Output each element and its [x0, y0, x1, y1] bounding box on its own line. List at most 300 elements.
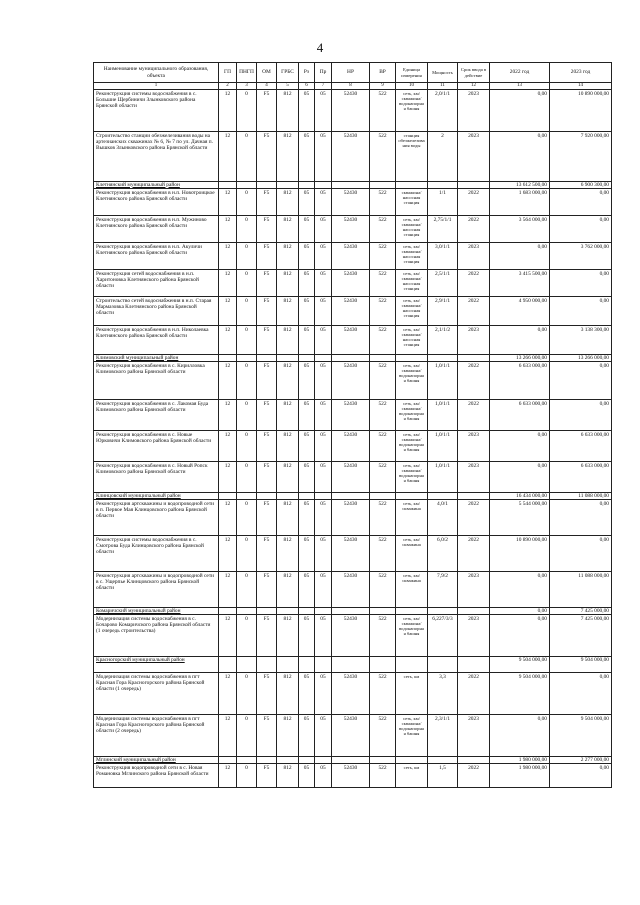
- cell-power: 3,0/1/1: [428, 242, 458, 269]
- cell-om: F5: [257, 672, 277, 714]
- cell-grbs: 812: [277, 399, 299, 430]
- district-name: Мглинский муниципальный район: [94, 756, 219, 763]
- cell-y2022: 0,00: [490, 430, 550, 461]
- cell-nr: 52430: [332, 763, 370, 787]
- cell-year: 2022: [458, 399, 490, 430]
- header-cell: Единица измерения: [396, 63, 428, 83]
- cell-power: 2,9/1/1: [428, 296, 458, 325]
- table-row: [94, 131, 612, 181]
- empty-cell: [396, 756, 428, 763]
- cell-pngp: 0: [237, 499, 257, 535]
- cell-name: Реконструкция водопроводной сети в с. Новая Романовка Мглинского района Брянской области: [94, 763, 219, 787]
- cell-gp: 12: [219, 89, 237, 131]
- cell-pr: 05: [315, 714, 332, 756]
- cell-vr: 522: [370, 763, 396, 787]
- column-number: 6: [299, 83, 315, 90]
- cell-y2022: 0,00: [490, 461, 550, 492]
- district-name: Клинцовский муниципальный район: [94, 492, 219, 499]
- cell-grbs: 812: [277, 499, 299, 535]
- column-number: 5: [277, 83, 299, 90]
- district-total-y2022: 0,00: [490, 607, 550, 614]
- cell-pr: 05: [315, 188, 332, 215]
- cell-y2023: 11 088 000,00: [550, 571, 612, 607]
- district-row: [94, 607, 612, 614]
- empty-cell: [458, 492, 490, 499]
- empty-cell: [219, 492, 237, 499]
- cell-rz: 05: [299, 242, 315, 269]
- cell-rz: 05: [299, 361, 315, 399]
- cell-power: 2: [428, 131, 458, 181]
- district-name: Комаричский муниципальный район: [94, 607, 219, 614]
- cell-y2023: 9 504 000,00: [550, 714, 612, 756]
- cell-rz: 05: [299, 499, 315, 535]
- cell-om: F5: [257, 89, 277, 131]
- empty-cell: [219, 354, 237, 361]
- cell-y2022: 4 950 000,00: [490, 296, 550, 325]
- cell-year: 2022: [458, 215, 490, 242]
- cell-om: F5: [257, 188, 277, 215]
- cell-y2022: 5 544 000,00: [490, 499, 550, 535]
- district-row: [94, 756, 612, 763]
- cell-grbs: 812: [277, 361, 299, 399]
- cell-rz: 05: [299, 714, 315, 756]
- cell-om: F5: [257, 763, 277, 787]
- cell-om: F5: [257, 325, 277, 354]
- cell-nr: 52430: [332, 430, 370, 461]
- cell-power: 7,9/2: [428, 571, 458, 607]
- cell-grbs: 812: [277, 131, 299, 181]
- cell-power: 2,3/1/1: [428, 714, 458, 756]
- cell-gp: 12: [219, 535, 237, 571]
- cell-grbs: 812: [277, 461, 299, 492]
- cell-pngp: 0: [237, 571, 257, 607]
- cell-nr: 52430: [332, 614, 370, 656]
- empty-cell: [396, 181, 428, 188]
- cell-gp: 12: [219, 296, 237, 325]
- cell-pngp: 0: [237, 361, 257, 399]
- cell-pngp: 0: [237, 461, 257, 492]
- cell-om: F5: [257, 296, 277, 325]
- cell-vr: 522: [370, 535, 396, 571]
- header-cell: ВР: [370, 63, 396, 83]
- cell-unit: сеть, км/скважина/водонапорная башня: [396, 361, 428, 399]
- table-row: [94, 499, 612, 535]
- empty-cell: [277, 492, 299, 499]
- cell-gp: 12: [219, 399, 237, 430]
- cell-gp: 12: [219, 361, 237, 399]
- empty-cell: [332, 181, 370, 188]
- empty-cell: [332, 756, 370, 763]
- empty-cell: [428, 656, 458, 672]
- cell-grbs: 812: [277, 430, 299, 461]
- empty-cell: [237, 492, 257, 499]
- cell-y2022: 0,00: [490, 89, 550, 131]
- empty-cell: [315, 607, 332, 614]
- cell-gp: 12: [219, 430, 237, 461]
- empty-cell: [428, 181, 458, 188]
- cell-year: 2022: [458, 499, 490, 535]
- cell-pngp: 0: [237, 296, 257, 325]
- cell-y2023: 0,00: [550, 188, 612, 215]
- cell-nr: 52430: [332, 714, 370, 756]
- empty-cell: [237, 607, 257, 614]
- cell-vr: 522: [370, 131, 396, 181]
- cell-vr: 522: [370, 325, 396, 354]
- column-number: 14: [550, 83, 612, 90]
- cell-power: 3,3: [428, 672, 458, 714]
- cell-year: 2022: [458, 763, 490, 787]
- cell-gp: 12: [219, 269, 237, 296]
- empty-cell: [237, 354, 257, 361]
- cell-y2023: 0,00: [550, 499, 612, 535]
- cell-nr: 52430: [332, 89, 370, 131]
- header-row: [94, 63, 612, 83]
- empty-cell: [237, 181, 257, 188]
- cell-power: 6,227/3/3: [428, 614, 458, 656]
- header-cell: Пр: [315, 63, 332, 83]
- column-number: 1: [94, 83, 219, 90]
- empty-cell: [332, 354, 370, 361]
- cell-pr: 05: [315, 672, 332, 714]
- empty-cell: [458, 656, 490, 672]
- cell-y2022: 1 980 000,00: [490, 763, 550, 787]
- cell-y2023: 0,00: [550, 215, 612, 242]
- empty-cell: [396, 492, 428, 499]
- cell-rz: 05: [299, 89, 315, 131]
- column-number: 8: [332, 83, 370, 90]
- district-total-y2023: 13 266 000,00: [550, 354, 612, 361]
- cell-power: 1,0/1/1: [428, 361, 458, 399]
- cell-pr: 05: [315, 296, 332, 325]
- cell-grbs: 812: [277, 188, 299, 215]
- column-number: 3: [237, 83, 257, 90]
- cell-name: Строительство сетей водоснабжения в н.п. Старая Мармазовка Клетнянского района Брянской области: [94, 296, 219, 325]
- cell-year: 2023: [458, 131, 490, 181]
- table-row: [94, 571, 612, 607]
- cell-y2022: 6 633 000,00: [490, 361, 550, 399]
- cell-pngp: 0: [237, 215, 257, 242]
- empty-cell: [396, 354, 428, 361]
- cell-grbs: 812: [277, 571, 299, 607]
- column-number: 10: [396, 83, 428, 90]
- cell-power: 2,1/1/2: [428, 325, 458, 354]
- district-total-y2023: 9 504 000,00: [550, 656, 612, 672]
- empty-cell: [458, 354, 490, 361]
- district-total-y2023: 6 900 300,00: [550, 181, 612, 188]
- table-row: [94, 714, 612, 756]
- table-row: [94, 763, 612, 787]
- cell-name: Реконструкция артскважины и водопроводной сети в п. Первое Мая Клинцовского района Брянской области: [94, 499, 219, 535]
- column-number: 12: [458, 83, 490, 90]
- cell-pr: 05: [315, 461, 332, 492]
- cell-year: 2023: [458, 89, 490, 131]
- cell-unit: сеть, км/скважина: [396, 499, 428, 535]
- cell-vr: 522: [370, 672, 396, 714]
- cell-nr: 52430: [332, 188, 370, 215]
- cell-vr: 522: [370, 361, 396, 399]
- empty-cell: [277, 607, 299, 614]
- empty-cell: [219, 181, 237, 188]
- header-cell: ОМ: [257, 63, 277, 83]
- empty-cell: [277, 181, 299, 188]
- cell-power: 1,5: [428, 763, 458, 787]
- district-row: [94, 181, 612, 188]
- cell-gp: 12: [219, 763, 237, 787]
- cell-om: F5: [257, 461, 277, 492]
- empty-cell: [315, 492, 332, 499]
- cell-y2022: 0,00: [490, 242, 550, 269]
- cell-om: F5: [257, 242, 277, 269]
- cell-name: Модернизация системы водоснабжения в с. Бочарово Комаричского района Брянской области (1 очередь строительства): [94, 614, 219, 656]
- cell-name: Реконструкция водоснабжения в н.п. Мужиново Клетнянского района Брянской области: [94, 215, 219, 242]
- page-number: 4: [316, 40, 324, 55]
- district-name: Климовский муниципальный район: [94, 354, 219, 361]
- cell-y2023: 7 425 000,00: [550, 614, 612, 656]
- cell-om: F5: [257, 430, 277, 461]
- cell-unit: сеть, км/скважина/водонапорная башня: [396, 399, 428, 430]
- empty-cell: [370, 181, 396, 188]
- header-cell: ГРБС: [277, 63, 299, 83]
- district-name: Красногорский муниципальный район: [94, 656, 219, 672]
- empty-cell: [299, 607, 315, 614]
- cell-gp: 12: [219, 215, 237, 242]
- cell-om: F5: [257, 571, 277, 607]
- cell-power: 1,0/1/1: [428, 430, 458, 461]
- empty-cell: [299, 756, 315, 763]
- table-row: [94, 325, 612, 354]
- cell-power: 1/1: [428, 188, 458, 215]
- table-row: [94, 672, 612, 714]
- empty-cell: [299, 354, 315, 361]
- cell-y2022: 1 683 000,00: [490, 188, 550, 215]
- table-row: [94, 361, 612, 399]
- cell-pr: 05: [315, 614, 332, 656]
- cell-pr: 05: [315, 325, 332, 354]
- cell-nr: 52430: [332, 131, 370, 181]
- cell-unit: сеть, км: [396, 672, 428, 714]
- cell-grbs: 812: [277, 89, 299, 131]
- cell-om: F5: [257, 215, 277, 242]
- cell-year: 2023: [458, 614, 490, 656]
- cell-nr: 52430: [332, 242, 370, 269]
- district-total-y2023: 2 277 000,00: [550, 756, 612, 763]
- cell-pngp: 0: [237, 242, 257, 269]
- empty-cell: [299, 492, 315, 499]
- cell-pr: 05: [315, 215, 332, 242]
- cell-y2023: 0,00: [550, 296, 612, 325]
- cell-grbs: 812: [277, 714, 299, 756]
- cell-pngp: 0: [237, 131, 257, 181]
- cell-nr: 52430: [332, 672, 370, 714]
- cell-rz: 05: [299, 763, 315, 787]
- empty-cell: [237, 656, 257, 672]
- table-row: [94, 188, 612, 215]
- cell-pngp: 0: [237, 325, 257, 354]
- cell-gp: 12: [219, 461, 237, 492]
- cell-grbs: 812: [277, 215, 299, 242]
- cell-unit: сеть, км/скважина/насосная станция: [396, 242, 428, 269]
- cell-vr: 522: [370, 430, 396, 461]
- cell-y2022: 0,00: [490, 571, 550, 607]
- cell-rz: 05: [299, 571, 315, 607]
- cell-vr: 522: [370, 614, 396, 656]
- cell-unit: сеть, км/скважина/водонапорная башня: [396, 89, 428, 131]
- cell-year: 2023: [458, 242, 490, 269]
- cell-vr: 522: [370, 499, 396, 535]
- column-number-row: [94, 83, 612, 90]
- cell-y2022: 0,00: [490, 714, 550, 756]
- empty-cell: [370, 756, 396, 763]
- cell-rz: 05: [299, 399, 315, 430]
- empty-cell: [257, 607, 277, 614]
- cell-year: 2023: [458, 325, 490, 354]
- cell-vr: 522: [370, 242, 396, 269]
- cell-unit: сеть, км/скважина/насосная станция: [396, 296, 428, 325]
- column-number: 13: [490, 83, 550, 90]
- empty-cell: [299, 656, 315, 672]
- cell-nr: 52430: [332, 499, 370, 535]
- cell-name: Строительство станции обезжелезивания воды на артезианских скважинах № 6, № 7 по ул. Дачная п. Вышков Злынковского района Брянской области: [94, 131, 219, 181]
- district-total-y2022: 9 504 000,00: [490, 656, 550, 672]
- cell-name: Реконструкция водоснабжения в с. Лакомая Буда Климовского района Брянской области: [94, 399, 219, 430]
- cell-pngp: 0: [237, 535, 257, 571]
- cell-nr: 52430: [332, 571, 370, 607]
- cell-y2023: 7 920 000,00: [550, 131, 612, 181]
- table-row: [94, 614, 612, 656]
- cell-nr: 52430: [332, 399, 370, 430]
- column-number: 11: [428, 83, 458, 90]
- cell-gp: 12: [219, 131, 237, 181]
- cell-y2023: 0,00: [550, 361, 612, 399]
- header-cell: НР: [332, 63, 370, 83]
- column-number: 2: [219, 83, 237, 90]
- cell-rz: 05: [299, 614, 315, 656]
- cell-vr: 522: [370, 89, 396, 131]
- cell-unit: сеть, км/скважина/водонапорная башня: [396, 461, 428, 492]
- cell-name: Реконструкция артскважины и водопроводной сети в с. Ущерпье Клинцовского района Брянской области: [94, 571, 219, 607]
- cell-grbs: 812: [277, 296, 299, 325]
- cell-y2023: 6 633 000,00: [550, 461, 612, 492]
- cell-y2022: 3 564 000,00: [490, 215, 550, 242]
- empty-cell: [370, 354, 396, 361]
- cell-pngp: 0: [237, 188, 257, 215]
- cell-vr: 522: [370, 296, 396, 325]
- empty-cell: [315, 354, 332, 361]
- cell-y2022: 10 890 000,00: [490, 535, 550, 571]
- empty-cell: [257, 492, 277, 499]
- cell-gp: 12: [219, 672, 237, 714]
- header-cell: Мощность: [428, 63, 458, 83]
- cell-rz: 05: [299, 461, 315, 492]
- empty-cell: [396, 656, 428, 672]
- empty-cell: [332, 607, 370, 614]
- cell-pr: 05: [315, 269, 332, 296]
- cell-y2023: 0,00: [550, 399, 612, 430]
- cell-gp: 12: [219, 325, 237, 354]
- cell-pngp: 0: [237, 614, 257, 656]
- cell-power: 1,0/1/1: [428, 461, 458, 492]
- cell-year: 2022: [458, 269, 490, 296]
- empty-cell: [370, 492, 396, 499]
- empty-cell: [428, 607, 458, 614]
- table-row: [94, 535, 612, 571]
- cell-y2023: 3 762 000,00: [550, 242, 612, 269]
- empty-cell: [277, 756, 299, 763]
- cell-rz: 05: [299, 296, 315, 325]
- cell-y2022: 3 415 500,00: [490, 269, 550, 296]
- empty-cell: [428, 354, 458, 361]
- cell-pngp: 0: [237, 269, 257, 296]
- cell-year: 2022: [458, 535, 490, 571]
- table-row: [94, 269, 612, 296]
- cell-pr: 05: [315, 89, 332, 131]
- empty-cell: [315, 756, 332, 763]
- empty-cell: [458, 181, 490, 188]
- cell-grbs: 812: [277, 242, 299, 269]
- cell-unit: сеть, км/скважина/водонапорная башня: [396, 614, 428, 656]
- header-cell: Срок ввода в действие: [458, 63, 490, 83]
- cell-y2022: 9 504 000,00: [490, 672, 550, 714]
- empty-cell: [315, 181, 332, 188]
- cell-rz: 05: [299, 269, 315, 296]
- cell-nr: 52430: [332, 269, 370, 296]
- cell-pr: 05: [315, 571, 332, 607]
- table-row: [94, 399, 612, 430]
- cell-year: 2022: [458, 361, 490, 399]
- cell-om: F5: [257, 131, 277, 181]
- district-row: [94, 656, 612, 672]
- cell-om: F5: [257, 535, 277, 571]
- empty-cell: [315, 656, 332, 672]
- header-cell: Рз: [299, 63, 315, 83]
- cell-name: Реконструкция водоснабжения в с. Новый Ропск Климовского района Брянской области: [94, 461, 219, 492]
- cell-grbs: 812: [277, 325, 299, 354]
- district-row: [94, 492, 612, 499]
- cell-vr: 522: [370, 571, 396, 607]
- cell-name: Реконструкция сетей водоснабжения в н.п. Харитоновка Клетнянского района Брянской области: [94, 269, 219, 296]
- cell-unit: станция обезжелезивания воды: [396, 131, 428, 181]
- cell-vr: 522: [370, 188, 396, 215]
- cell-om: F5: [257, 269, 277, 296]
- empty-cell: [299, 181, 315, 188]
- cell-y2022: 0,00: [490, 325, 550, 354]
- budget-table: [93, 62, 612, 788]
- district-total-y2023: 11 088 000,00: [550, 492, 612, 499]
- cell-pr: 05: [315, 430, 332, 461]
- cell-om: F5: [257, 714, 277, 756]
- empty-cell: [219, 607, 237, 614]
- table-body: [94, 89, 612, 787]
- cell-year: 2022: [458, 672, 490, 714]
- header-cell: 2022 год: [490, 63, 550, 83]
- cell-pngp: 0: [237, 714, 257, 756]
- cell-vr: 522: [370, 269, 396, 296]
- cell-nr: 52430: [332, 461, 370, 492]
- cell-pngp: 0: [237, 430, 257, 461]
- cell-grbs: 812: [277, 763, 299, 787]
- cell-vr: 522: [370, 215, 396, 242]
- cell-rz: 05: [299, 325, 315, 354]
- cell-pr: 05: [315, 242, 332, 269]
- table-row: [94, 89, 612, 131]
- cell-nr: 52430: [332, 296, 370, 325]
- district-total-y2022: 1 980 000,00: [490, 756, 550, 763]
- cell-gp: 12: [219, 571, 237, 607]
- cell-year: 2022: [458, 188, 490, 215]
- cell-nr: 52430: [332, 325, 370, 354]
- column-number: 7: [315, 83, 332, 90]
- empty-cell: [332, 492, 370, 499]
